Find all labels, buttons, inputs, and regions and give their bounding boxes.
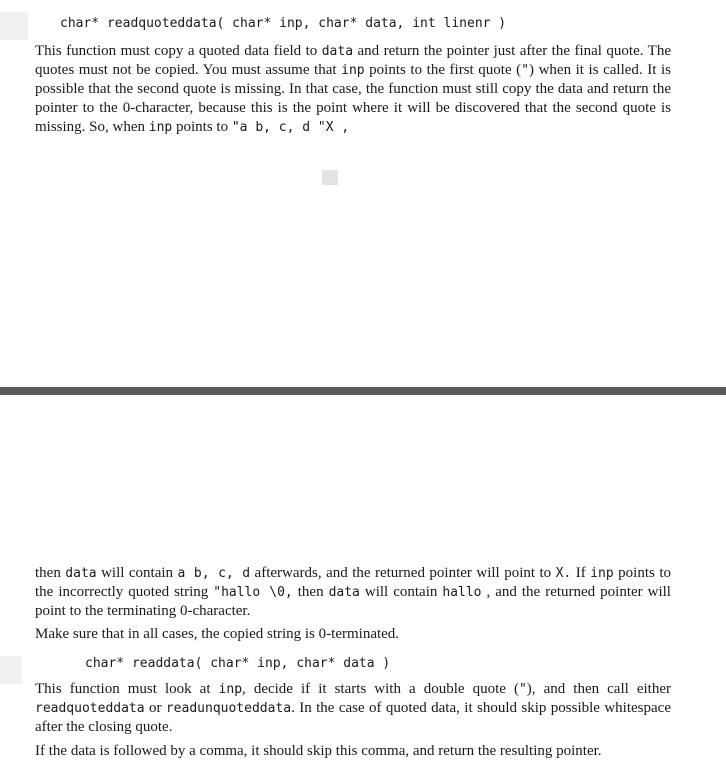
inline-code: data	[65, 566, 97, 581]
inline-code: "a b, c, d "X ,	[231, 120, 350, 135]
paragraph-readdata-description	[35, 680, 671, 737]
text-segment: then	[35, 565, 66, 581]
inline-code: a b, c, d	[177, 566, 251, 581]
text-segment: . In the case of quoted data, it should skip possible whitespace after the closing quote.	[35, 700, 671, 735]
text-segment: , and the returned pointer will point to the terminating 0-character.	[35, 584, 671, 619]
function-signature-readquoteddata: char* readquoteddata( char* inp, char* data, int linenr )	[60, 16, 507, 31]
text-segment: or	[144, 700, 166, 716]
text-segment: This function must copy a quoted data field to	[35, 43, 322, 59]
text-segment: This function must look at	[35, 681, 219, 697]
function-signature-readdata: char* readdata( char* inp, char* data )	[85, 656, 391, 671]
inline-code: data	[328, 585, 360, 600]
paragraph-readquoteddata-example	[35, 564, 671, 621]
inline-code: "hallo \0,	[213, 585, 293, 600]
text-segment: ), and then call either	[526, 681, 671, 697]
text-segment: then	[292, 584, 329, 600]
scan-artifact	[0, 12, 28, 40]
inline-code: X.	[555, 566, 572, 581]
text-segment: points to	[172, 119, 232, 135]
text-segment: , decide if it starts with a double quote (	[242, 681, 519, 697]
inline-code: hallo	[442, 585, 482, 600]
text-segment: will contain	[96, 565, 178, 581]
inline-code: "	[518, 682, 527, 697]
text-segment: and return the pointer just after the final quote. The quotes must not be copied. You must assume that	[35, 43, 671, 78]
text-segment: afterwards, and the returned pointer will point to	[250, 565, 556, 581]
text-segment: will contain	[359, 584, 443, 600]
inline-code: data	[321, 44, 354, 59]
inline-code: readunquoteddata	[165, 701, 292, 716]
paragraph-readdata-comma: If the data is followed by a comma, it should skip this comma, and return the resulting pointer.	[35, 743, 602, 759]
paragraph-readquoteddata-description	[35, 42, 671, 137]
inline-code: inp	[218, 682, 243, 697]
paragraph-zero-terminated: Make sure that in all cases, the copied string is 0-terminated.	[35, 626, 400, 642]
scan-artifact	[0, 656, 22, 684]
inline-code: "	[521, 63, 530, 78]
text-segment: points to the first quote (	[364, 62, 522, 78]
inline-code: inp	[341, 63, 365, 78]
inline-code: inp	[148, 120, 173, 135]
scan-artifact	[322, 170, 338, 185]
inline-code: inp	[590, 566, 614, 581]
page-divider	[0, 387, 726, 395]
text-segment: points to the incorrectly quoted string	[35, 565, 671, 600]
text-segment: If	[571, 565, 591, 581]
text-segment: ) when it is called. It is possible that the second quote is missing. In that case, the function must still copy the data and return the pointer to the 0-character, because this is the point where it will be discovered that the second quote is missing. So, when	[35, 62, 671, 135]
inline-code: readquoteddata	[35, 701, 145, 716]
